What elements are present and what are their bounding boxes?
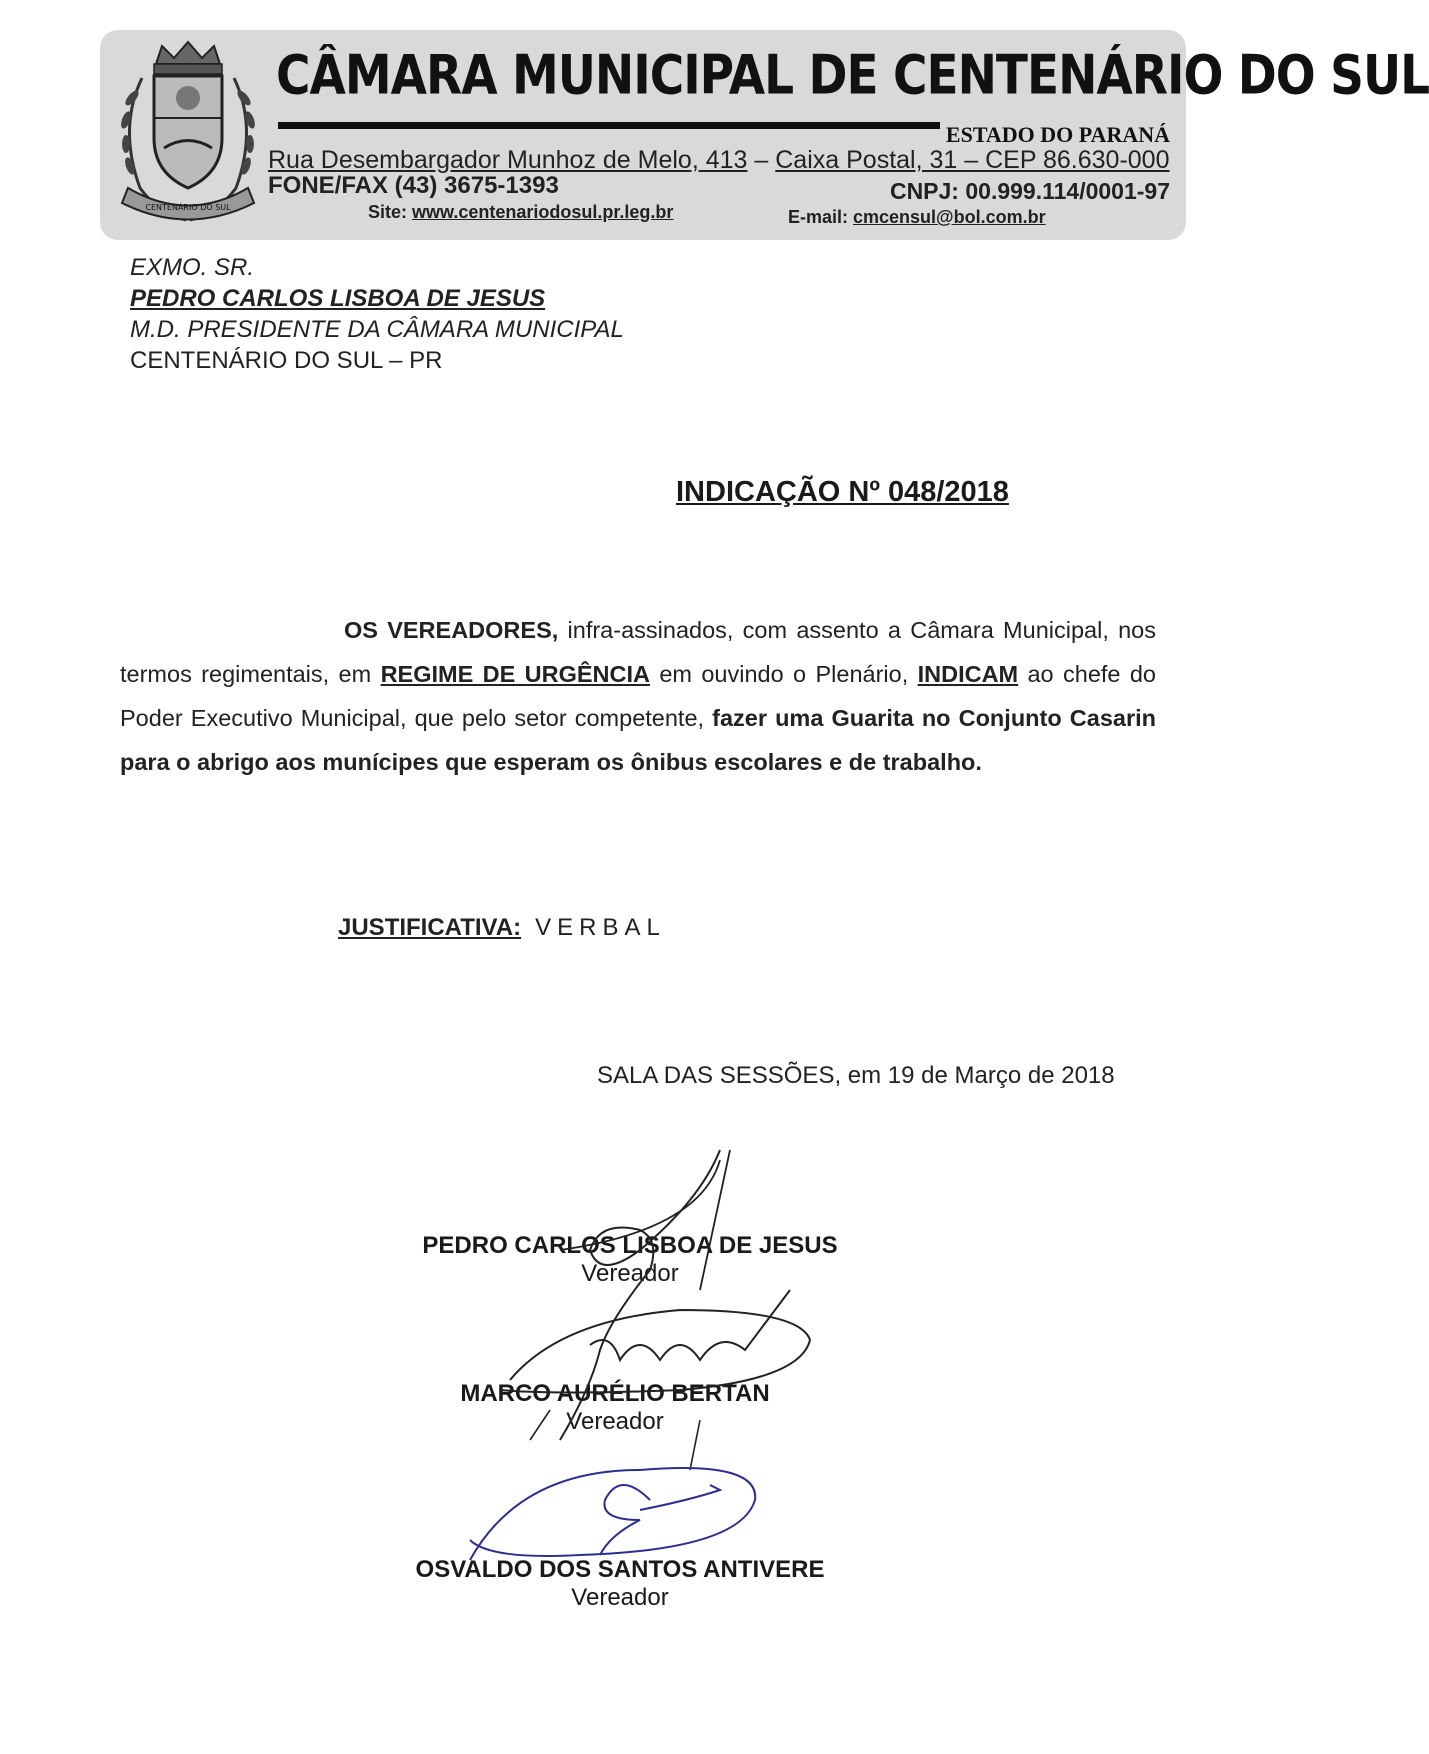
signature-block bbox=[380, 1380, 850, 1436]
site-label: Site: bbox=[368, 202, 413, 222]
signature-block bbox=[370, 1232, 890, 1288]
crest-ribbon-text: CENTENÁRIO DO SUL bbox=[145, 203, 231, 212]
session-date: SALA DAS SESSÕES, em 19 de Março de 2018 bbox=[597, 1062, 1115, 1089]
document-title: INDICAÇÃO Nº 048/2018 bbox=[676, 476, 1009, 508]
letterhead-title: CÂMARA MUNICIPAL DE CENTENÁRIO DO SUL bbox=[276, 44, 1429, 108]
addressee-city: CENTENÁRIO DO SUL – PR bbox=[130, 347, 443, 374]
justification-value: VERBAL bbox=[535, 914, 666, 941]
addressee-salutation: EXMO. SR. bbox=[130, 254, 255, 281]
body-paragraph bbox=[120, 608, 1156, 784]
body-text-3: ao chefe do Poder Executivo Municipal, que pelo setor competente, bbox=[120, 661, 1156, 731]
addressee-name: PEDRO CARLOS LISBOA DE JESUS bbox=[130, 285, 546, 312]
signatory-role: Vereador bbox=[566, 1408, 664, 1435]
letterhead-cnpj: CNPJ: 00.999.114/0001-97 bbox=[889, 178, 1170, 204]
letterhead bbox=[100, 30, 1429, 240]
letterhead-address bbox=[268, 146, 1174, 175]
signature-block bbox=[340, 1556, 900, 1612]
body-urgency: REGIME DE URGÊNCIA bbox=[380, 661, 650, 687]
body-subject: OS VEREADORES, bbox=[344, 617, 559, 643]
letterhead-state: ESTADO DO PARANÁ bbox=[945, 122, 1170, 147]
address-separator: – bbox=[747, 146, 776, 174]
signatory-role: Vereador bbox=[571, 1584, 669, 1611]
body-indicam: INDICAM bbox=[917, 661, 1019, 687]
municipal-crest-icon bbox=[108, 38, 268, 228]
body-text-1: infra-assinados, com assento a Câmara Municipal, nos termos regimentais, em bbox=[120, 617, 1156, 687]
letterhead-email bbox=[788, 207, 1046, 228]
signatory-name: PEDRO CARLOS LISBOA DE JESUS bbox=[422, 1232, 838, 1259]
body-request: fazer uma Guarita no Conjunto Casarin para o abrigo aos munícipes que esperam os ônibus escolares e de trabalho. bbox=[120, 705, 1156, 775]
justification bbox=[338, 914, 666, 942]
email-link[interactable]: cmcensul@bol.com.br bbox=[853, 207, 1046, 227]
signature-3-stroke bbox=[470, 1468, 755, 1560]
letterhead-site bbox=[368, 202, 673, 223]
letterhead-phone: FONE/FAX (43) 3675-1393 bbox=[268, 172, 559, 199]
signatory-name: OSVALDO DOS SANTOS ANTIVERE bbox=[415, 1556, 825, 1583]
address-street: Rua Desembargador Munhoz de Melo, 413 bbox=[268, 146, 748, 174]
signatory-name: MARCO AURÉLIO BERTAN bbox=[460, 1380, 770, 1407]
letterhead-rule bbox=[278, 122, 940, 129]
email-label: E-mail: bbox=[788, 207, 854, 227]
address-postal-box: Caixa Postal, 31 – CEP 86.630-000 bbox=[775, 146, 1170, 174]
justification-label: JUSTIFICATIVA: bbox=[338, 914, 522, 941]
addressee-block bbox=[130, 252, 624, 376]
addressee-role: M.D. PRESIDENTE DA CÂMARA MUNICIPAL bbox=[130, 316, 624, 343]
signatory-role: Vereador bbox=[581, 1260, 679, 1287]
body-text-2: em ouvindo o Plenário, bbox=[649, 661, 918, 687]
site-link[interactable]: www.centenariodosul.pr.leg.br bbox=[412, 202, 674, 222]
